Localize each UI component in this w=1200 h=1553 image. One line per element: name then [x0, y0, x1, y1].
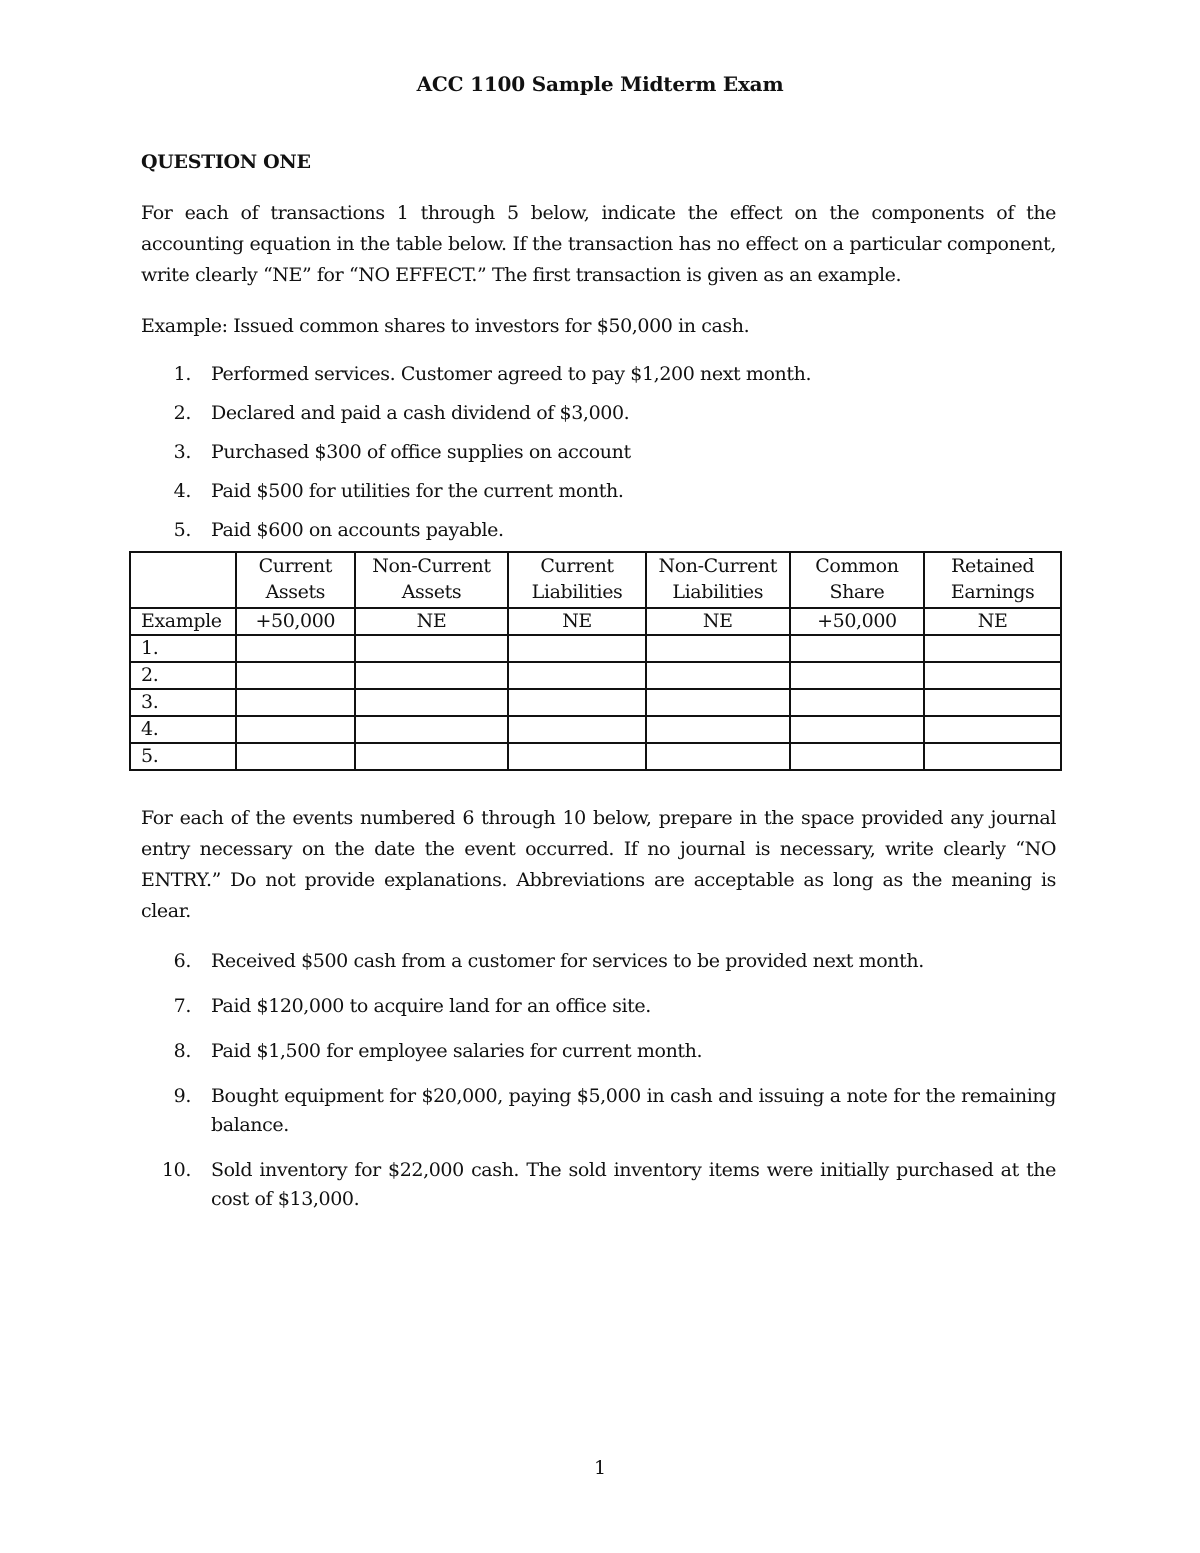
item-number: 5.: [173, 519, 191, 541]
item-number: 1.: [173, 363, 191, 385]
header-non-current-assets: Non-Current Assets: [355, 552, 508, 608]
table-row: [130, 635, 1061, 662]
table-header-row: [130, 552, 1061, 608]
table-cell: +50,000: [236, 608, 355, 635]
answer-cell[interactable]: [646, 716, 790, 743]
row-label: 3.: [130, 689, 236, 716]
row-label: 4.: [130, 716, 236, 743]
answer-cell[interactable]: [355, 662, 508, 689]
row-label: 1.: [130, 635, 236, 662]
list-item: [141, 992, 1056, 1037]
header-current-assets: Current Assets: [236, 552, 355, 608]
item-text: Received $500 cash from a customer for services to be provided next month.: [211, 950, 924, 972]
example-line: Example: Issued common shares to investors for $50,000 in cash.: [141, 315, 750, 337]
answer-cell[interactable]: [236, 743, 355, 770]
item-number: 2.: [173, 402, 191, 424]
table-row: [130, 716, 1061, 743]
answer-cell[interactable]: [355, 716, 508, 743]
answer-cell[interactable]: [924, 635, 1061, 662]
answer-cell[interactable]: [236, 716, 355, 743]
table-cell: +50,000: [790, 608, 925, 635]
answer-cell[interactable]: [236, 662, 355, 689]
table-row: [130, 608, 1061, 635]
table-cell: NE: [646, 608, 790, 635]
answer-cell[interactable]: [646, 689, 790, 716]
header-retained-earnings: Retained Earnings: [924, 552, 1061, 608]
header-cell-blank: [130, 552, 236, 608]
answer-cell[interactable]: [924, 689, 1061, 716]
list-item: [141, 947, 1056, 992]
answer-cell[interactable]: [508, 689, 646, 716]
list-item: [141, 360, 1056, 399]
item-text: Paid $120,000 to acquire land for an office site.: [211, 995, 651, 1017]
answer-cell[interactable]: [236, 635, 355, 662]
answer-cell[interactable]: [924, 662, 1061, 689]
table-row: [130, 743, 1061, 770]
list-item: [141, 1037, 1056, 1082]
answer-cell[interactable]: [355, 689, 508, 716]
item-number: 9.: [173, 1085, 191, 1107]
answer-cell[interactable]: [790, 662, 925, 689]
answer-cell[interactable]: [646, 635, 790, 662]
event-list: [141, 947, 1056, 1230]
answer-cell[interactable]: [924, 743, 1061, 770]
answer-cell[interactable]: [508, 716, 646, 743]
item-number: 10.: [161, 1159, 191, 1181]
item-text: Paid $600 on accounts payable.: [211, 519, 504, 541]
header-current-liabilities: Current Liabilities: [508, 552, 646, 608]
row-label: Example: [130, 608, 236, 635]
journal-instructions-paragraph: For each of the events numbered 6 through 10 below, prepare in the space provided any journal entry necessary on the date the event occurred. If no journal is necessary, write clearly “NO ENTRY.” Do not provide explanations. Abbreviations are acceptable as long as the meaning is clear.: [141, 807, 1056, 922]
question-heading: QUESTION ONE: [141, 151, 311, 173]
list-item: [141, 1156, 1056, 1230]
answer-cell[interactable]: [790, 635, 925, 662]
table-cell: NE: [924, 608, 1061, 635]
item-text: Paid $500 for utilities for the current month.: [211, 480, 624, 502]
list-item: [141, 438, 1056, 477]
page-number: 1: [593, 1457, 607, 1479]
item-text: Declared and paid a cash dividend of $3,000.: [211, 402, 630, 424]
transaction-list: [141, 360, 1056, 555]
answer-cell[interactable]: [790, 689, 925, 716]
answer-cell[interactable]: [924, 716, 1061, 743]
header-non-current-liabilities: Non-Current Liabilities: [646, 552, 790, 608]
list-item: [141, 399, 1056, 438]
item-text: Paid $1,500 for employee salaries for current month.: [211, 1040, 703, 1062]
header-common-share: Common Share: [790, 552, 925, 608]
answer-cell[interactable]: [355, 635, 508, 662]
item-number: 6.: [173, 950, 191, 972]
item-number: 7.: [173, 995, 191, 1017]
answer-cell[interactable]: [508, 743, 646, 770]
table-row: [130, 662, 1061, 689]
item-number: 8.: [173, 1040, 191, 1062]
item-text: Purchased $300 of office supplies on account: [211, 441, 631, 463]
exam-title: ACC 1100 Sample Midterm Exam: [416, 72, 784, 96]
item-text: Bought equipment for $20,000, paying $5,000 in cash and issuing a note for the remaining balance.: [211, 1085, 1056, 1136]
instructions-paragraph: For each of transactions 1 through 5 below, indicate the effect on the components of the accounting equation in the table below. If the transaction has no effect on a particular component, write clearly “NE” for “NO EFFECT.” The first transaction is given as an example.: [141, 202, 1056, 286]
row-label: 5.: [130, 743, 236, 770]
list-item: [141, 1082, 1056, 1156]
item-number: 3.: [173, 441, 191, 463]
list-item: [141, 477, 1056, 516]
table-cell: NE: [355, 608, 508, 635]
item-text: Sold inventory for $22,000 cash. The sold inventory items were initially purchased at the cost of $13,000.: [211, 1159, 1056, 1210]
accounting-equation-table: [129, 551, 1062, 771]
answer-cell[interactable]: [646, 743, 790, 770]
table-row: [130, 689, 1061, 716]
row-label: 2.: [130, 662, 236, 689]
item-number: 4.: [173, 480, 191, 502]
table-cell: NE: [508, 608, 646, 635]
answer-cell[interactable]: [508, 635, 646, 662]
answer-cell[interactable]: [508, 662, 646, 689]
answer-cell[interactable]: [236, 689, 355, 716]
answer-cell[interactable]: [790, 743, 925, 770]
list-item: [141, 516, 1056, 555]
item-text: Performed services. Customer agreed to pay $1,200 next month.: [211, 363, 812, 385]
answer-cell[interactable]: [355, 743, 508, 770]
answer-cell[interactable]: [790, 716, 925, 743]
answer-cell[interactable]: [646, 662, 790, 689]
